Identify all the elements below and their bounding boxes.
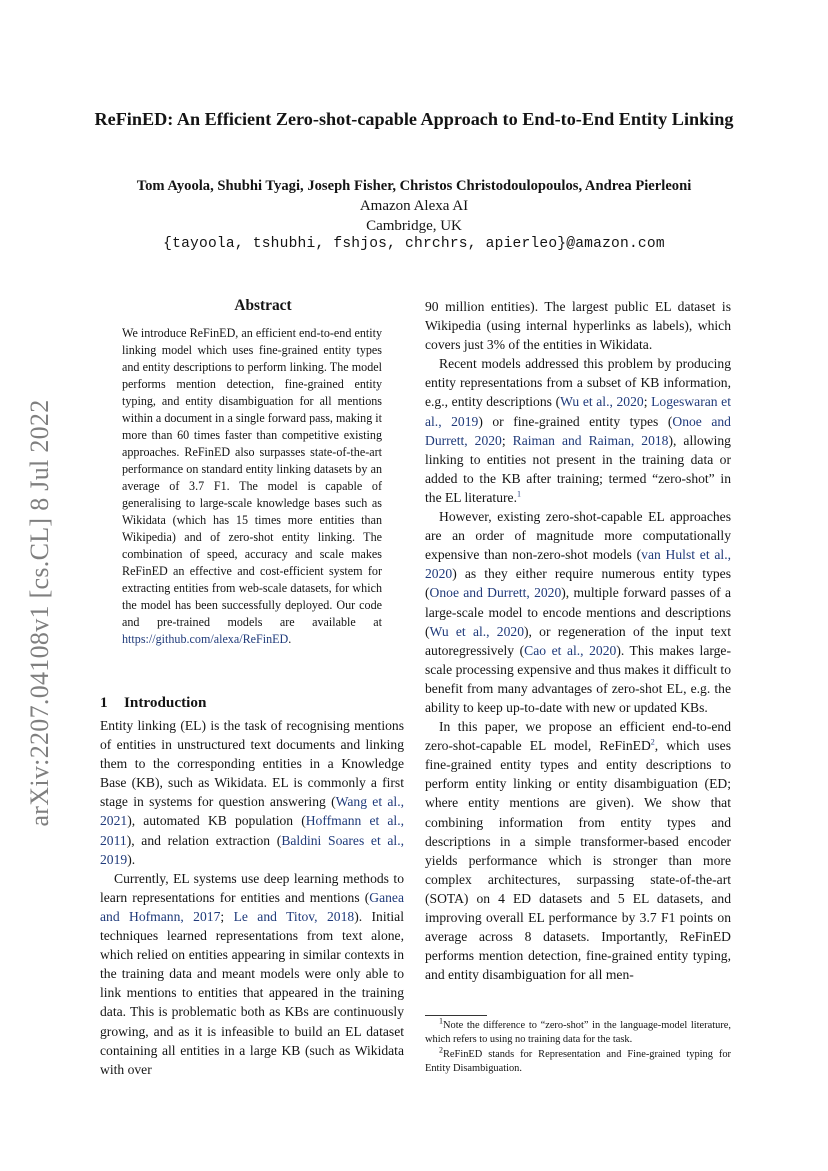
footnote-text: Note the difference to “zero-shot” in the language-model literature, which refers to using no training data for the task. — [425, 1020, 731, 1045]
abstract-text: We introduce ReFinED, an efficient end-to-end entity linking model which uses fine-grained entity types and entity descriptions to perform linking. The model performs mention detection, fine-grained entity typing, and entity disambiguation for all mentions within a document in a single forward pass, making it more than 60 times faster than competitive existing approaches. ReFinED also surpasses state-of-the-art performance on standard entity linking datasets by an average of 3.7 F1. The model is capable of generalising to large-scale knowledge bases such as Wikidata (which has 15 times more entities than Wikipedia) and of zero-shot entity linking. The combination of speed, accuracy and scale makes ReFinED an effective and cost-efficient system for extracting entities from web-scale datasets, for which the model has been successfully deployed. Our code and pre-trained models are available at — [122, 326, 382, 629]
right-column — [425, 297, 731, 984]
arxiv-stamp-text: arXiv:2207.04108v1 [cs.CL] 8 Jul 2022 — [25, 399, 54, 827]
footnote-mark: 2 — [439, 1045, 443, 1055]
paragraph: Recent models addressed this problem by producing entity representations from a subset of KB information, e.g., entity descriptions (Wu et al., 2020; Logeswaran et al., 2019) or fine-grained entity types (Onoe and Durrett, 2020; Raiman and Raiman, 2018), allowing linking to entities not present in the training data or added to the KB after training; termed “zero-shot” in the EL literature.$^1$ — [425, 356, 731, 505]
citation-link[interactable]: Logeswaran et al., 2019 — [425, 394, 731, 429]
footnote — [425, 1045, 731, 1075]
section-heading — [100, 693, 206, 713]
author-list: Tom Ayoola, Shubhi Tyagi, Joseph Fisher, Christos Christodoulopoulos, Andrea Pierleoni — [136, 178, 692, 194]
citation-link[interactable]: Ganea and Hofmann, 2017 — [100, 889, 404, 924]
abstract-end: . — [288, 632, 292, 646]
paragraph: However, existing zero-shot-capable EL approaches are an order of magnitude more computationally expensive than non-zero-shot models (van Hulst et al., 2020) as they either require numerous entity types (Onoe and Durrett, 2020), multiple forward passes of a large-scale model to encode mentions and descriptions (Wu et al., 2020), or regeneration of the input text autoregressively (Cao et al., 2020). This makes large-scale processing expensive and thus makes it difficult to benefit from many advantages of zero-shot EL, e.g. the ability to keep up-to-date with new or updated KBs. — [425, 509, 732, 715]
footnote-ref[interactable]: 1 — [516, 489, 521, 499]
left-column — [100, 716, 404, 1079]
citation-link[interactable]: Le and Titov, 2018 — [233, 908, 355, 924]
footnote-divider — [425, 1015, 487, 1016]
author-emails: {tayoola, tshubhi, fshjos, chrchrs, apierleo}@amazon.com — [163, 236, 665, 252]
citation-link[interactable]: Cao et al., 2020 — [524, 642, 617, 658]
citation-link[interactable]: Wang et al., 2021 — [100, 794, 404, 829]
citation-link[interactable]: Baldini Soares et al., 2019 — [100, 832, 404, 867]
paragraph: In this paper, we propose an efficient end-to-end zero-shot-capable EL model, ReFinED$^2$, which uses fine-grained entity types and entity descriptions to perform entity linking or entity disambiguation (ED; where entity mentions are given). We show that combining information from entity types and descriptions in a simple transformer-based encoder yields performance which is stronger than more complex architectures, surpassing state-of-the-art (SOTA) on 4 ED datasets and 5 EL datasets, and improving overall EL performance by 3.7 F1 points on average across 8 datasets. Importantly, ReFinED performs mention detection, fine-grained entity typing, and entity disambiguation for all men- — [425, 719, 732, 983]
footnote-mark: 1 — [439, 1016, 443, 1026]
organization: Amazon Alexa AI — [359, 198, 469, 214]
arxiv-stamp — [20, 383, 60, 843]
citation-link[interactable]: van Hulst et al., 2020 — [425, 547, 731, 582]
paper-title: ReFinED: An Efficient Zero-shot-capable Approach to End-to-End Entity Linking — [94, 109, 734, 129]
footnote-ref[interactable]: 2 — [650, 737, 655, 747]
code-link[interactable]: https://github.com/alexa/ReFinED — [122, 632, 289, 646]
abstract-body — [122, 325, 382, 648]
location: Cambridge, UK — [366, 218, 462, 234]
citation-link[interactable]: Onoe and Durrett, 2020 — [425, 413, 731, 448]
citation-link[interactable]: Wu et al., 2020 — [429, 623, 524, 639]
paragraph: Currently, EL systems use deep learning methods to learn representations for entities and mentions (Ganea and Hofmann, 2017; Le and Titov, 2018). Initial techniques learned representations from text alone, which relied on entities appearing in similar contexts in the training data and meant models were only able to link mentions to entities that appeared in the training data. This is problematic both as KBs are continuously growing, and as it is infeasible to build an EL dataset containing all entities in a large KB (such as Wikidata with over — [100, 870, 404, 1077]
section-number: 1 — [100, 694, 108, 711]
citation-link[interactable]: Wu et al., 2020 — [560, 394, 644, 410]
affiliation — [60, 196, 768, 236]
citation-link[interactable]: Onoe and Durrett, 2020 — [429, 585, 562, 601]
citation-link[interactable]: Hoffmann et al., 2011 — [100, 813, 404, 848]
footnote-text: ReFinED stands for Representation and Fine-grained typing for Entity Disambiguation. — [425, 1049, 731, 1074]
footnote — [425, 1016, 731, 1046]
paragraph: 90 million entities). The largest public EL dataset is Wikipedia (using internal hyperlinks as labels), which covers just 3% of the entities in Wikidata. — [425, 299, 731, 353]
citation-link[interactable]: Raiman and Raiman, 2018 — [512, 432, 669, 448]
paragraph: Entity linking (EL) is the task of recognising mentions of entities in unstructured text documents and linking them to the corresponding entities in a Knowledge Base (KB), such as Wikidata. EL is commonly a first stage in systems for question answering (Wang et al., 2021), automated KB population (Hoffmann et al., 2011), and relation extraction (Baldini Soares et al., 2019). — [100, 718, 404, 867]
abstract-heading: Abstract — [234, 297, 292, 314]
section-title: Introduction — [124, 694, 207, 711]
